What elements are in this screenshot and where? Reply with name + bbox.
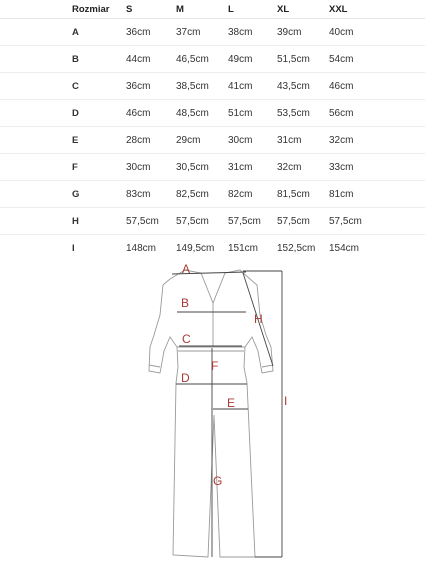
cell: 148cm — [126, 235, 176, 262]
cell: 30cm — [228, 127, 277, 154]
table-row — [0, 19, 425, 46]
cell: 37cm — [176, 19, 228, 46]
header-rozmiar: Rozmiar — [72, 3, 110, 15]
cell: 44cm — [126, 46, 176, 73]
row-label: C — [0, 73, 126, 100]
table-header-row — [0, 0, 425, 19]
cell: 32cm — [277, 154, 329, 181]
cell: 53,5cm — [277, 100, 329, 127]
measure-labels — [181, 262, 287, 488]
row-label: H — [0, 208, 126, 235]
header-size-s: S — [126, 3, 133, 15]
header-size-xxl: XXL — [329, 3, 348, 15]
cell: 36cm — [126, 73, 176, 100]
label-g: G — [213, 474, 223, 488]
cell: 51,5cm — [277, 46, 329, 73]
measure-lines — [172, 271, 282, 557]
cell: 48,5cm — [176, 100, 228, 127]
cell: 38cm — [228, 19, 277, 46]
cell: 43,5cm — [277, 73, 329, 100]
cell: 57,5cm — [126, 208, 176, 235]
label-d: D — [181, 371, 190, 385]
cell: 82,5cm — [176, 181, 228, 208]
cell: 40cm — [329, 19, 425, 46]
row-label: A — [0, 19, 126, 46]
header-size-l: L — [228, 3, 234, 15]
table-row — [0, 100, 425, 127]
cell: 49cm — [228, 46, 277, 73]
cell: 51cm — [228, 100, 277, 127]
cell: 46cm — [329, 73, 425, 100]
cell: 57,5cm — [176, 208, 228, 235]
row-label: B — [0, 46, 126, 73]
row-label: D — [0, 100, 126, 127]
size-chart-table — [0, 0, 425, 261]
cell: 28cm — [126, 127, 176, 154]
cell: 46,5cm — [176, 46, 228, 73]
cell: 57,5cm — [277, 208, 329, 235]
left-cuff — [149, 365, 160, 367]
cell: 31cm — [277, 127, 329, 154]
cell: 149,5cm — [176, 235, 228, 262]
cell: 83cm — [126, 181, 176, 208]
cell: 56cm — [329, 100, 425, 127]
label-i: I — [284, 394, 288, 408]
cell: 38,5cm — [176, 73, 228, 100]
cell: 46cm — [126, 100, 176, 127]
label-a: A — [182, 262, 191, 276]
row-label: I — [0, 235, 126, 262]
cell: 30cm — [126, 154, 176, 181]
cell: 32cm — [329, 127, 425, 154]
cell: 57,5cm — [329, 208, 425, 235]
jumpsuit-measurement-diagram — [0, 255, 425, 560]
cell: 81cm — [329, 181, 425, 208]
cell: 36cm — [126, 19, 176, 46]
cell: 41cm — [228, 73, 277, 100]
cell: 81,5cm — [277, 181, 329, 208]
cell: 30,5cm — [176, 154, 228, 181]
header-size-xl: XL — [277, 3, 290, 15]
right-cuff — [262, 365, 273, 367]
label-f: F — [211, 359, 219, 373]
cell: 82cm — [228, 181, 277, 208]
header-size-m: M — [176, 3, 184, 15]
row-label: F — [0, 154, 126, 181]
table-row — [0, 208, 425, 235]
cell: 152,5cm — [277, 235, 329, 262]
label-c: C — [182, 332, 191, 346]
table-row — [0, 154, 425, 181]
cell: 33cm — [329, 154, 425, 181]
table-row — [0, 181, 425, 208]
cell: 57,5cm — [228, 208, 277, 235]
label-b: B — [181, 296, 190, 310]
cell: 154cm — [329, 235, 425, 262]
cell: 54cm — [329, 46, 425, 73]
row-label: G — [0, 181, 126, 208]
table-row — [0, 127, 425, 154]
label-h: H — [254, 312, 263, 326]
label-e: E — [227, 396, 236, 410]
table-row — [0, 46, 425, 73]
garment-outline-svg — [0, 255, 425, 560]
table-row — [0, 73, 425, 100]
row-label: E — [0, 127, 126, 154]
cell: 29cm — [176, 127, 228, 154]
cell: 39cm — [277, 19, 329, 46]
cell: 31cm — [228, 154, 277, 181]
cell: 151cm — [228, 235, 277, 262]
